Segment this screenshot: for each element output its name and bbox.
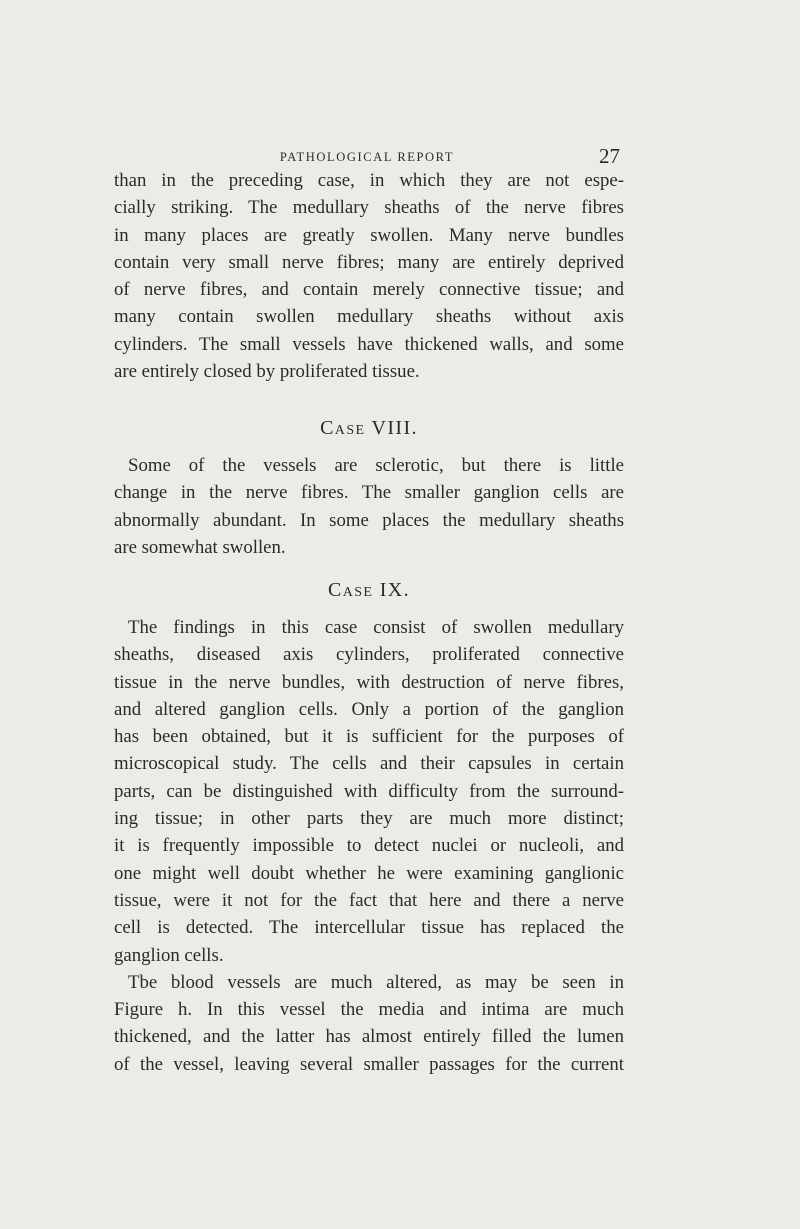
text-line: of the vessel, leaving several smaller passages for the current bbox=[114, 1053, 624, 1075]
text-line: than in the preceding case, in which they are not espe- bbox=[114, 170, 624, 191]
text-line: of nerve fibres, and contain merely connective tissue; and bbox=[114, 279, 624, 301]
text-line: many contain swollen medullary sheaths without axis bbox=[114, 306, 624, 328]
text-line: thickened, and the latter has almost entirely filled the lumen bbox=[114, 1026, 624, 1048]
text-line: Some of the vessels are sclerotic, but there is little bbox=[128, 455, 624, 476]
text-line: tissue in the nerve bundles, with destruction of nerve fibres, bbox=[114, 671, 624, 693]
paragraph-case-ix bbox=[114, 614, 624, 1078]
page-number: 27 bbox=[599, 144, 620, 168]
case-viii-heading: Case VIII. bbox=[320, 417, 418, 439]
text-line: are entirely closed by proliferated tissue. bbox=[114, 361, 420, 383]
text-line: cylinders. The small vessels have thickened walls, and some bbox=[114, 333, 624, 355]
case-ix-heading: Case IX. bbox=[327, 579, 411, 601]
paragraph-case-viii bbox=[114, 452, 624, 561]
text-line: parts, can be distinguished with difficulty from the surround- bbox=[114, 780, 624, 802]
text-line: are somewhat swollen. bbox=[114, 536, 286, 558]
text-line: Tbe blood vessels are much altered, as may be seen in bbox=[128, 971, 624, 993]
text-line: microscopical study. The cells and their capsules in certain bbox=[114, 753, 624, 775]
text-line: and altered ganglion cells. Only a portion of the ganglion bbox=[114, 698, 624, 720]
text-line: contain very small nerve fibres; many are entirely deprived bbox=[114, 251, 624, 273]
text-line: cell is detected. The intercellular tissue has replaced the bbox=[114, 917, 624, 939]
text-line: ganglion cells. bbox=[114, 944, 224, 966]
text-line: has been obtained, but it is sufficient for the purposes of bbox=[114, 726, 624, 748]
text-line: The findings in this case consist of swollen medullary bbox=[128, 617, 624, 638]
text-line: abnormally abundant. In some places the medullary sheaths bbox=[114, 509, 624, 531]
text-line: tissue, were it not for the fact that here and there a nerve bbox=[114, 889, 624, 911]
text-line: one might well doubt whether he were examining ganglionic bbox=[114, 862, 624, 884]
text-line: change in the nerve fibres. The smaller ganglion cells are bbox=[114, 482, 624, 504]
running-head bbox=[114, 146, 620, 168]
text-line: sheaths, diseased axis cylinders, proliferated connective bbox=[114, 644, 624, 666]
text-line: Figure h. In this vessel the media and intima are much bbox=[114, 999, 624, 1021]
text-line: it is frequently impossible to detect nuclei or nucleoli, and bbox=[114, 835, 624, 857]
paragraph-continuation bbox=[114, 167, 624, 385]
running-head-title: PATHOLOGICAL REPORT bbox=[279, 150, 455, 164]
text-line: ing tissue; in other parts they are much more distinct; bbox=[114, 808, 624, 830]
text-line: cially striking. The medullary sheaths of the nerve fibres bbox=[114, 197, 624, 219]
text-line: in many places are greatly swollen. Many nerve bundles bbox=[114, 224, 624, 246]
